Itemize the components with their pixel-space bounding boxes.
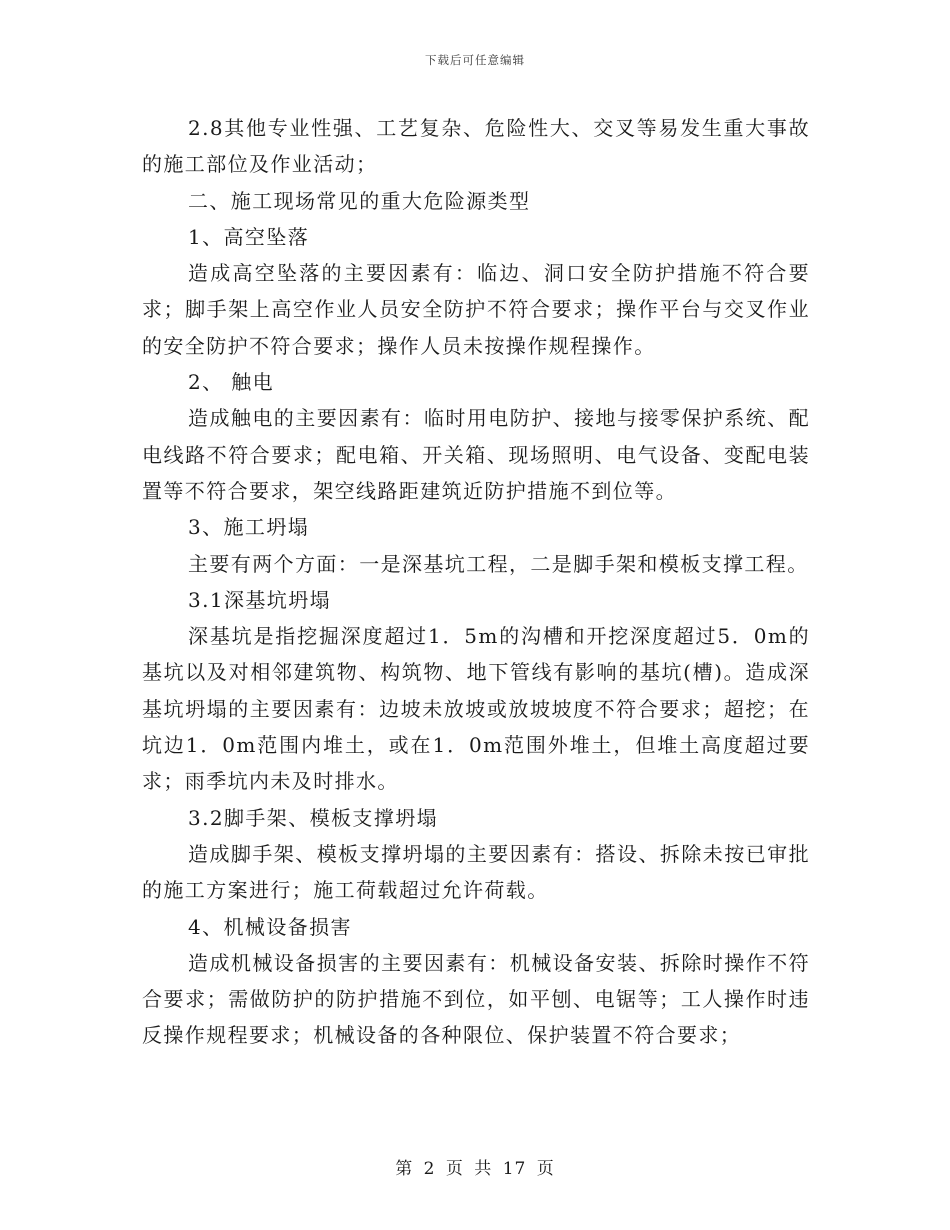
header-note: 下载后可任意编辑: [425, 53, 525, 67]
subheading-falls: 1、高空坠落: [188, 224, 310, 249]
subheading-machinery: 4、机械设备损害: [188, 914, 352, 939]
paragraph-falls: 造成高空坠落的主要因素有：临边、洞口安全防护措施不符合要求；脚手架上高空作业人员安全防护不符合要求；操作平台与交叉作业的安全防护不符合要求；操作人员未按操作规程操作。: [142, 261, 810, 358]
subheading-collapse: 3、施工坍塌: [188, 515, 310, 540]
subheading-electric-shock: 2、 触电: [188, 370, 275, 395]
paragraph-deep-pit: 深基坑是指挖掘深度超过1．5m的沟槽和开挖深度超过5．0m的基坑以及对相邻建筑物、构筑物、地下管线有影响的基坑(槽)。造成深基坑坍塌的主要因素有：边坡未放坡或放坡坡度不符合要求；超挖；在坑边1．0m范围内堆土，或在1．0m范围外堆土，但堆土高度超过要求；雨季坑内未及时排水。: [142, 624, 810, 794]
paragraph-collapse: 主要有两个方面：一是深基坑工程，二是脚手架和模板支撑工程。: [188, 551, 809, 576]
subheading-scaffold: 3.2脚手架、模板支撑坍塌: [188, 805, 439, 830]
document-body: [142, 110, 810, 1054]
paragraph-machinery: 造成机械设备损害的主要因素有：机械设备安装、拆除时操作不符合要求；需做防护的防护措施不到位，如平刨、电锯等；工人操作时违反操作规程要求；机械设备的各种限位、保护装置不符合要求；: [142, 950, 810, 1048]
paragraph-electric-shock: 造成触电的主要因素有：临时用电防护、接地与接零保护系统、配电线路不符合要求；配电箱、开关箱、现场照明、电气设备、变配电装置等不符合要求，架空线路距建筑近防护措施不到位等。: [142, 406, 810, 503]
page-number: 第 2 页 共 17 页: [395, 1159, 555, 1179]
paragraph-scaffold: 造成脚手架、模板支撑坍塌的主要因素有：搭设、拆除未按已审批的施工方案进行；施工荷载超过允许荷载。: [142, 841, 810, 903]
paragraph-2-8: 2.8其他专业性强、工艺复杂、危险性大、交叉等易发生重大事故的施工部位及作业活动；: [142, 116, 810, 177]
subheading-deep-pit: 3.1深基坑坍塌: [188, 587, 332, 612]
section-heading-hazard-types: 二、施工现场常见的重大危险源类型: [188, 188, 531, 213]
